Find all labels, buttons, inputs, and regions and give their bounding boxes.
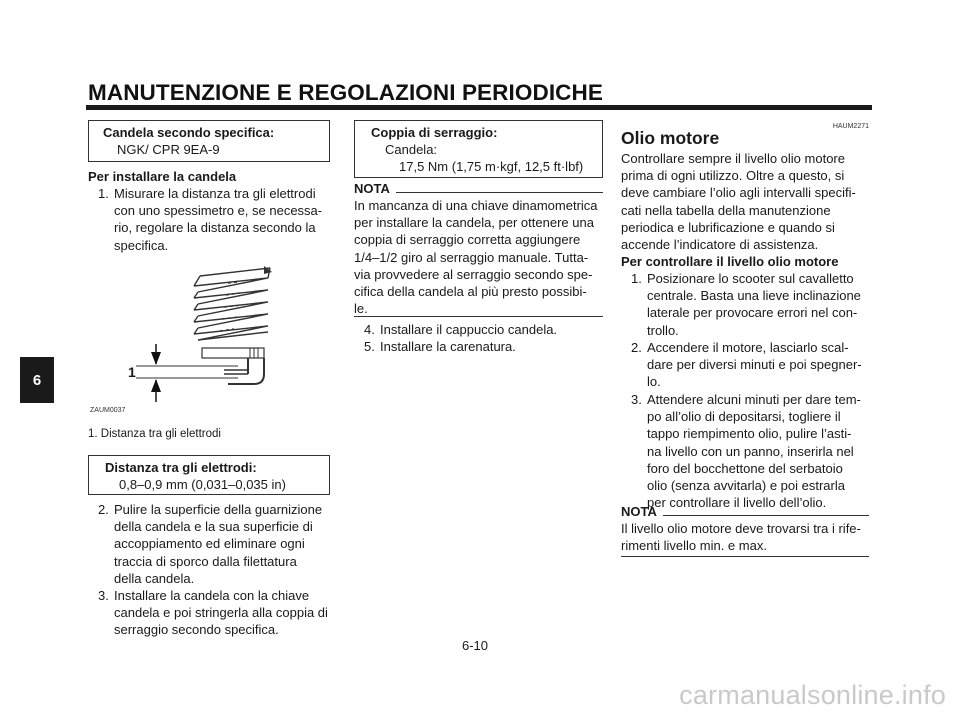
step-text xyxy=(114,185,336,254)
page-header-title: MANUTENZIONE E REGOLAZIONI PERIODICHE xyxy=(88,80,603,105)
spark-plug-figure xyxy=(88,262,288,412)
oil-step-1 xyxy=(631,270,869,339)
step-line: Attendere alcuni minuti per dare tem- xyxy=(647,392,861,407)
step-number: 1. xyxy=(631,271,642,286)
step-line: specifica. xyxy=(114,237,169,253)
chapter-tab: 6 xyxy=(20,357,54,403)
torque-box-title: Coppia di serraggio: xyxy=(371,125,498,140)
step-number: 3. xyxy=(631,392,642,407)
oil-step-3 xyxy=(631,391,869,512)
spark-plug-spec-box xyxy=(88,120,330,162)
step-line: Misurare la distanza tra gli elettrodi xyxy=(114,186,316,201)
electrode-lines xyxy=(250,348,258,358)
nota-label: NOTA xyxy=(621,504,657,519)
oil-nota-header xyxy=(621,503,869,520)
section-title: Olio motore xyxy=(621,128,720,148)
figure-callout-1: 1 xyxy=(128,364,136,380)
nota-line: per installare la candela, per ottenere una xyxy=(354,215,594,231)
intro-line: deve cambiare l’olio agli intervalli specifi- xyxy=(621,185,856,201)
nota-line: 1/4–1/2 giro al serraggio manuale. Tutta- xyxy=(354,249,589,265)
torque-spec-box xyxy=(354,120,603,178)
step-5 xyxy=(364,338,602,355)
spec-box-title: Candela secondo specifica: xyxy=(103,125,275,140)
torque-box-sub: Candela: xyxy=(385,142,438,158)
oil-nota-text xyxy=(621,520,869,554)
nota-label: NOTA xyxy=(354,181,390,196)
step-text: Installare il cappuccio candela. xyxy=(380,322,558,337)
step-line: laterale per provocare errori nel con- xyxy=(647,305,858,321)
nota-line: coppia di serraggio corretta aggiungere xyxy=(354,232,581,248)
intro-line: accende l’indicatore di assistenza. xyxy=(621,237,819,253)
step-line: della candela. xyxy=(114,570,195,586)
thread-arrow-icon xyxy=(264,266,272,274)
step-line: della candela e la sua superficie di xyxy=(114,519,313,535)
step-line: foro del bocchettone del serbatoio xyxy=(647,460,843,476)
nota-text xyxy=(354,197,603,317)
nota-line: cifica della candela al più presto possibi- xyxy=(354,284,587,300)
step-2 xyxy=(98,501,336,587)
step-line: per controllare il livello dell’olio. xyxy=(647,495,827,511)
nota-line: rimenti livello min. e max. xyxy=(621,538,767,554)
step-number: 2. xyxy=(631,340,642,355)
page-number: 6-10 xyxy=(462,638,489,653)
step-line: Posizionare lo scooter sul cavalletto xyxy=(647,271,854,286)
step-line: Accendere il motore, lasciarlo scal- xyxy=(647,340,849,355)
insulator-tip xyxy=(202,348,264,358)
nota-rule xyxy=(663,515,869,516)
figure-caption: 1. Distanza tra gli elettrodi xyxy=(88,428,221,440)
step-line: candela e poi stringerla alla coppia di xyxy=(114,605,328,621)
spark-plug-thread xyxy=(194,268,270,340)
nota-rule xyxy=(396,192,603,193)
step-line: po all’olio di depositarsi, togliere il xyxy=(647,409,841,425)
electrode-gap-spec-box xyxy=(88,455,330,495)
step-text xyxy=(647,270,869,339)
nota-line: via provvedere al serraggio secondo spe- xyxy=(354,266,593,282)
step-text xyxy=(647,391,869,511)
step-line: na livello con un panno, inserirla nel xyxy=(647,443,854,459)
step-line: con uno spessimetro e, se necessa- xyxy=(114,203,323,219)
gap-lines xyxy=(136,366,238,378)
step-text xyxy=(114,587,336,639)
install-heading: Per installare la candela xyxy=(88,169,237,184)
header-rule xyxy=(86,105,872,110)
intro-line: cati nella tabella della manutenzione xyxy=(621,202,831,218)
gap-arrow-bottom-icon xyxy=(151,379,161,392)
ground-electrode xyxy=(228,358,264,384)
step-line: accoppiamento ed eliminare ogni xyxy=(114,536,305,552)
step-line: tappo riempimento olio, pulire l’asti- xyxy=(647,426,852,442)
nota-line: Il livello olio motore deve trovarsi tra i rife- xyxy=(621,521,861,536)
step-text xyxy=(114,501,336,587)
check-heading: Per controllare il livello olio motore xyxy=(621,254,839,269)
step-number: 2. xyxy=(98,502,109,517)
nota-header xyxy=(354,180,603,197)
oil-step-2 xyxy=(631,339,869,391)
figure-code: ZAUM0037 xyxy=(90,407,126,414)
watermark[interactable]: carmanualsonline.info xyxy=(679,680,946,710)
step-number: 3. xyxy=(98,588,109,603)
step-text: Installare la carenatura. xyxy=(380,339,516,354)
step-number: 5. xyxy=(364,339,375,354)
intro-line: Controllare sempre il livello olio motore xyxy=(621,151,845,166)
step-3 xyxy=(98,587,336,639)
step-line: centrale. Basta una lieve inclinazione xyxy=(647,288,861,304)
step-line: olio (senza avvitarla) e poi estrarla xyxy=(647,478,845,494)
step-line: trollo. xyxy=(647,322,679,338)
intro-text xyxy=(621,150,869,253)
nota-end-rule xyxy=(354,316,603,317)
step-4 xyxy=(364,321,602,338)
center-electrode xyxy=(224,370,248,374)
step-line: serraggio secondo specifica. xyxy=(114,622,279,638)
intro-line: periodica e lubrificazione e quando si xyxy=(621,219,835,235)
step-line: lo. xyxy=(647,374,661,390)
step-text xyxy=(647,339,869,391)
step-line: dare per diversi minuti e poi spegner- xyxy=(647,357,862,373)
step-line: Pulire la superficie della guarnizione xyxy=(114,502,323,517)
oil-nota-end-rule xyxy=(621,556,869,557)
step-line: rio, regolare la distanza secondo la xyxy=(114,220,316,236)
intro-line: prima di ogni utilizzo. Oltre a questo, si xyxy=(621,168,845,184)
gap-box-value: 0,8–0,9 mm (0,031–0,035 in) xyxy=(119,477,286,493)
gap-arrow-top-icon xyxy=(151,352,161,365)
step-number: 1. xyxy=(98,186,109,201)
step-1 xyxy=(98,185,336,255)
nota-line: In mancanza di una chiave dinamometrica xyxy=(354,198,598,213)
gap-box-title: Distanza tra gli elettrodi: xyxy=(105,460,257,475)
spec-box-value: NGK/ CPR 9EA-9 xyxy=(117,142,220,158)
nota-line: le. xyxy=(354,301,368,317)
step-line: traccia di sporco dalla filettatura xyxy=(114,553,297,569)
torque-box-value: 17,5 Nm (1,75 m·kgf, 12,5 ft·lbf) xyxy=(399,159,584,175)
section-code: HAUM2271 xyxy=(832,123,869,130)
step-line: Installare la candela con la chiave xyxy=(114,588,310,603)
step-number: 4. xyxy=(364,322,375,337)
